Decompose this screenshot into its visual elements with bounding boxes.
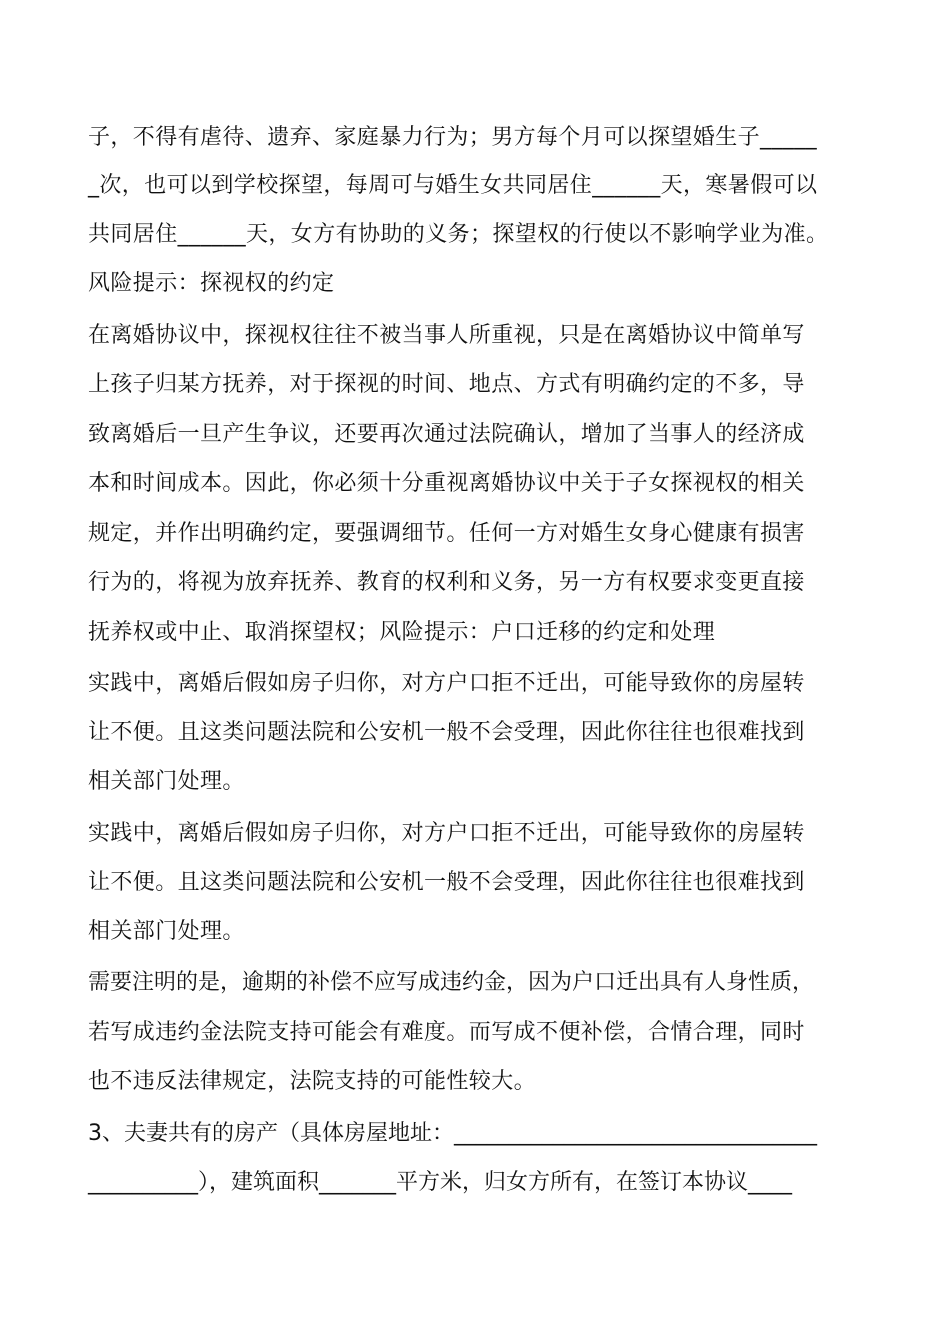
text-line: 让不便。且这类问题法院和公安机一般不会受理，因此你往往也很难找到 — [88, 720, 805, 745]
text-line: __________），建筑面积_______平方米，归女方所有，在签订本协议____ — [88, 1170, 793, 1195]
text-line: 上孩子归某方抚养，对于探视的时间、地点、方式有明确约定的不多，导 — [88, 372, 805, 397]
text-line: 相关部门处理。 — [88, 769, 245, 794]
text-line: 在离婚协议中，探视权往往不被当事人所重视，只是在离婚协议中简单写 — [88, 323, 805, 348]
text-line: 需要注明的是，逾期的补偿不应写成违约金，因为户口迁出具有人身性质， — [88, 970, 815, 995]
text-line: 抚养权或中止、取消探望权；风险提示：户口迁移的约定和处理 — [88, 620, 716, 645]
text-line: 实践中，离婚后假如房子归你，对方户口拒不迁出，可能导致你的房屋转 — [88, 821, 805, 846]
text-line: 致离婚后一旦产生争议，还要再次通过法院确认，增加了当事人的经济成 — [88, 422, 805, 447]
text-line: 实践中，离婚后假如房子归你，对方户口拒不迁出，可能导致你的房屋转 — [88, 671, 805, 696]
text-line: 相关部门处理。 — [88, 919, 245, 944]
text-line: 子，不得有虐待、遗弃、家庭暴力行为；男方每个月可以探望婚生子_____ — [88, 125, 818, 150]
text-line: 共同居住______天，女方有协助的义务；探望权的行使以不影响学业为准。 — [88, 222, 829, 247]
text-line: 规定，并作出明确约定，要强调细节。任何一方对婚生女身心健康有损害 — [88, 521, 805, 546]
text-line: 也不违反法律规定，法院支持的可能性较大。 — [88, 1069, 537, 1094]
text-line: _次，也可以到学校探望，每周可与婚生女共同居住______天，寒暑假可以 — [88, 173, 818, 198]
text-line: 若写成违约金法院支持可能会有难度。而写成不便补偿，合情合理，同时 — [88, 1020, 805, 1045]
text-line: 让不便。且这类问题法院和公安机一般不会受理，因此你往往也很难找到 — [88, 870, 805, 895]
text-line: 3、夫妻共有的房产（具体房屋地址：_________________________________ — [88, 1121, 817, 1146]
text-line: 行为的，将视为放弃抚养、教育的权利和义务，另一方有权要求变更直接 — [88, 570, 805, 595]
text-line: 本和时间成本。因此，你必须十分重视离婚协议中关于子女探视权的相关 — [88, 471, 805, 496]
section-heading: 风险提示：探视权的约定 — [88, 271, 335, 296]
